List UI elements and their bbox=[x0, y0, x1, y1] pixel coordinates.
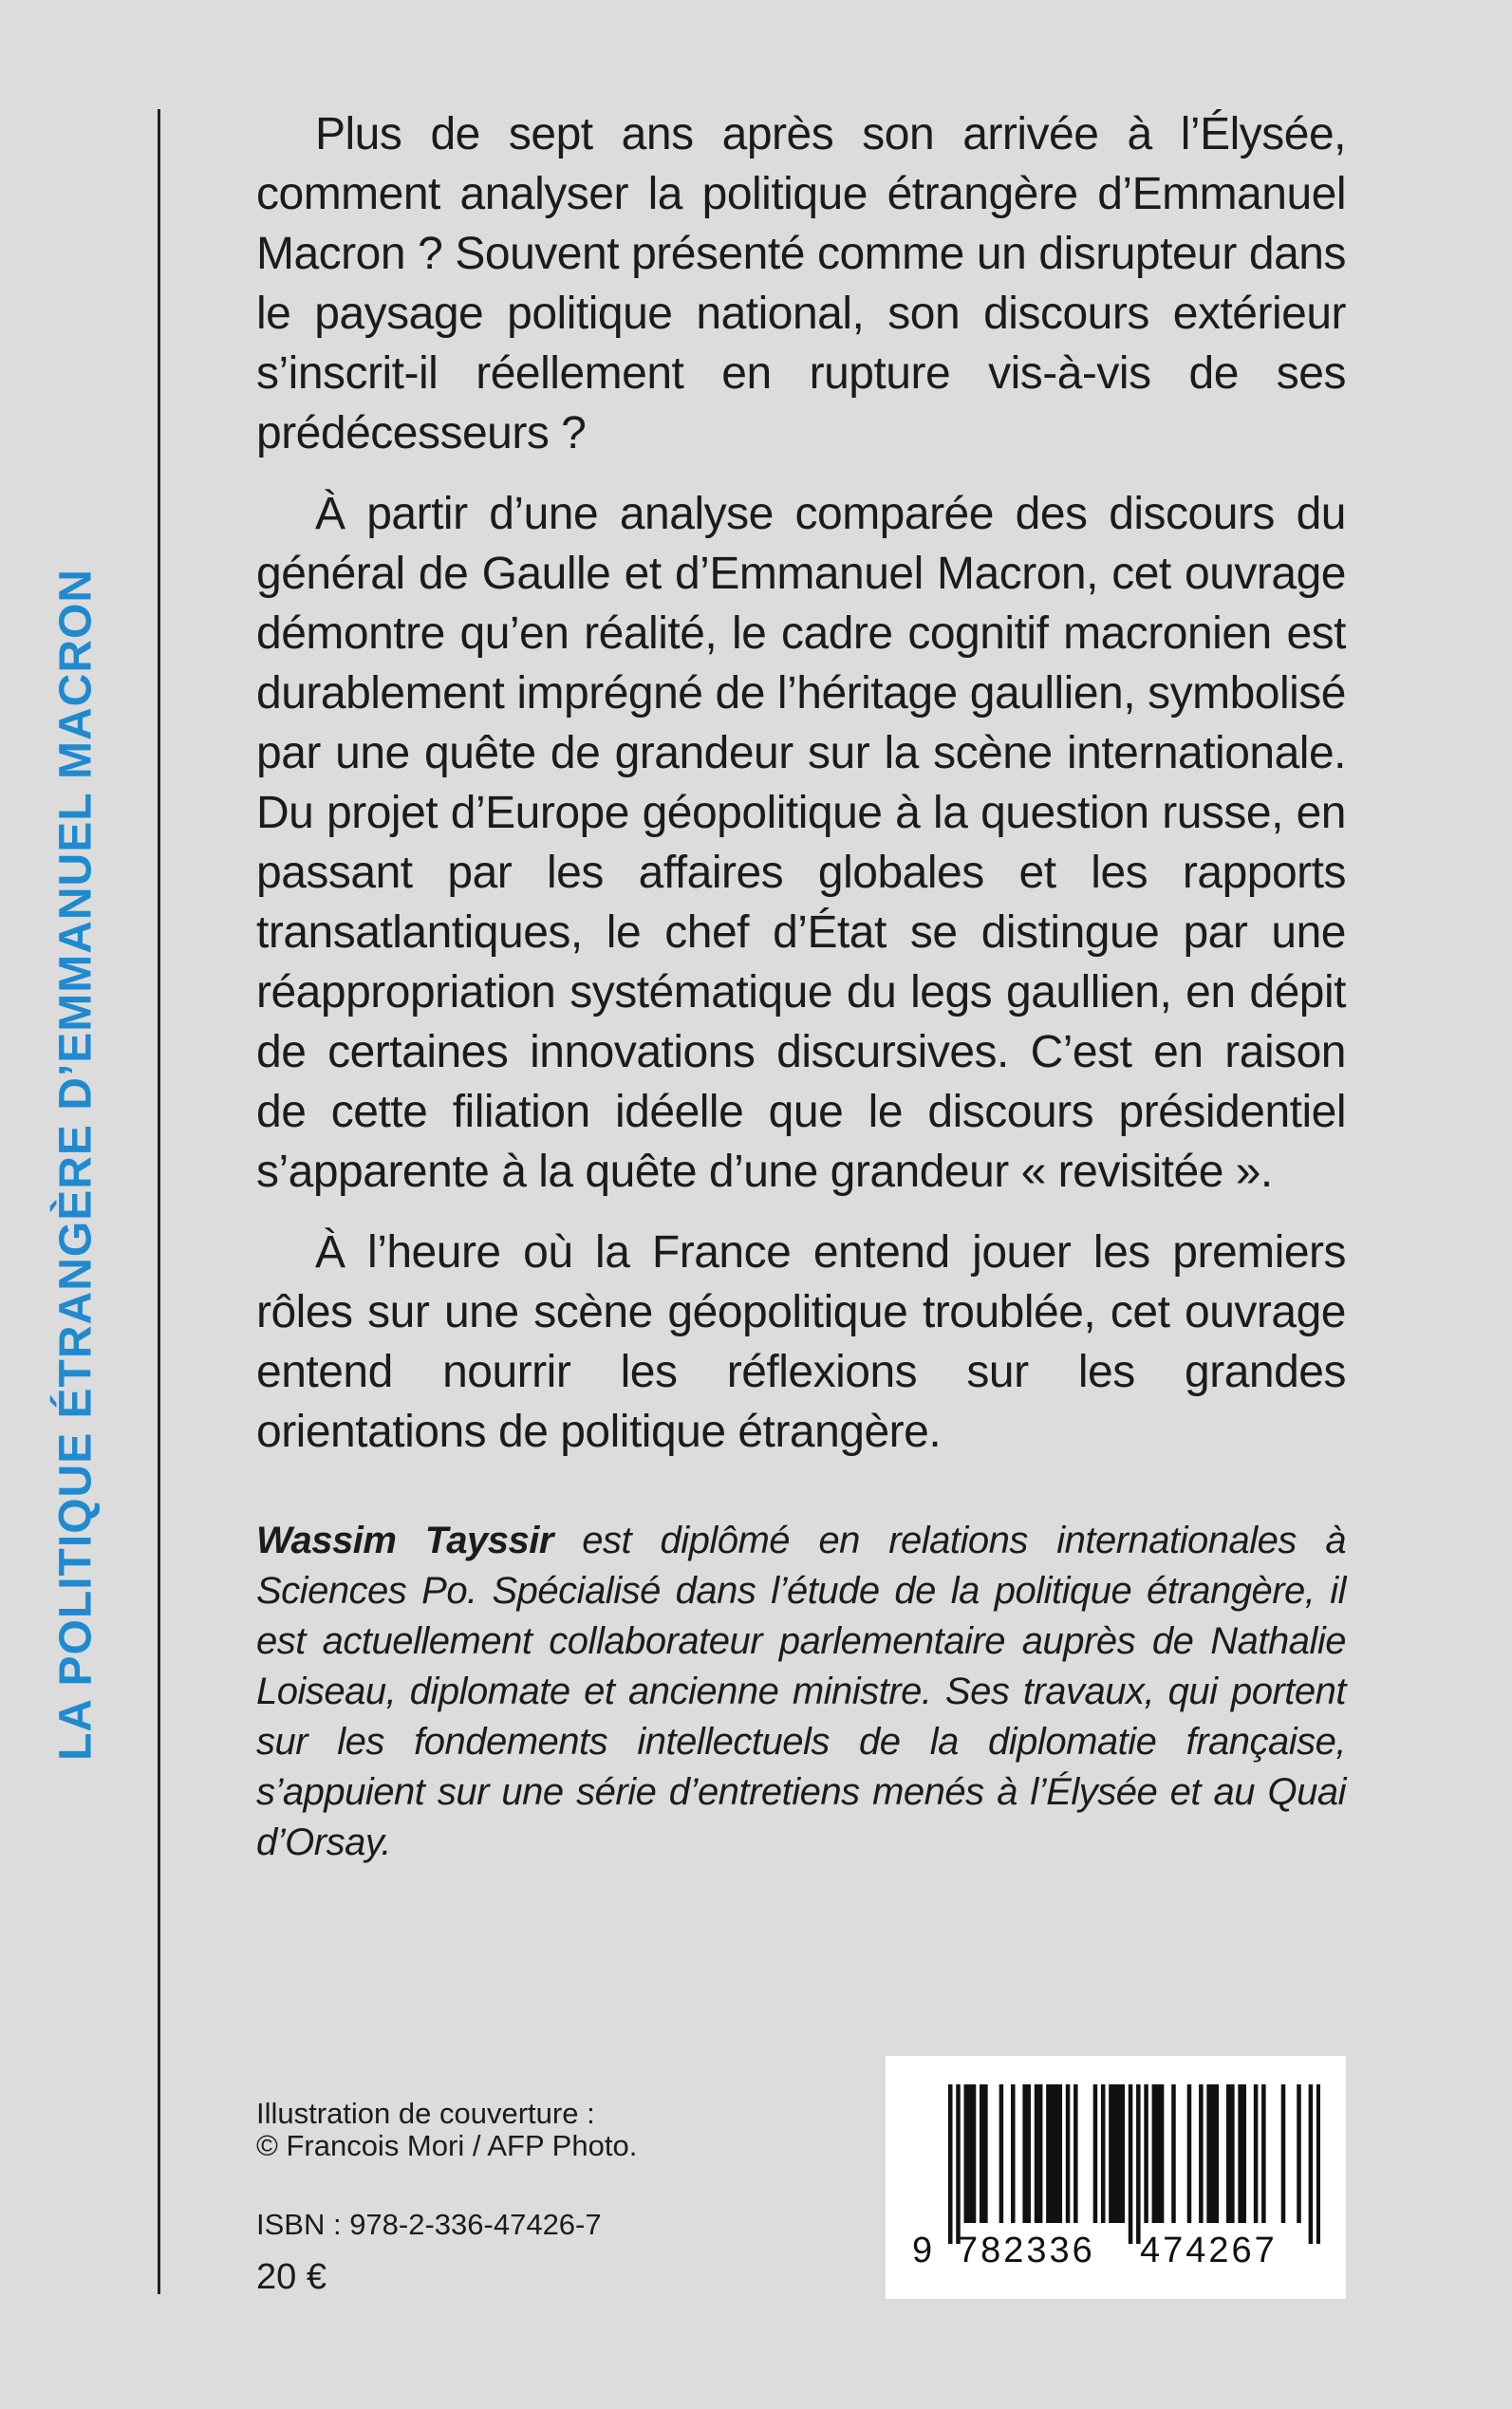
barcode-bar bbox=[1309, 2084, 1314, 2244]
barcode-bar bbox=[1261, 2084, 1266, 2223]
barcode-bar bbox=[1116, 2084, 1121, 2223]
barcode-group-1: 782336 bbox=[958, 2231, 1095, 2270]
barcode-bar bbox=[1101, 2084, 1106, 2223]
barcode-bar bbox=[1022, 2084, 1027, 2223]
barcode-bar bbox=[1054, 2084, 1058, 2223]
vertical-divider bbox=[158, 109, 160, 2294]
blurb-paragraph-2: À partir d’une analyse comparée des discours du général de Gaulle et d’Emmanuel Macron, cet ouvrage démontre qu’en réalité, le cadre cognitif macronien est durablement imprégné de l’héritage gaullien, symbolisé par une quête de grandeur sur la scène internationale. Du projet d’Europe géopolitique à la question russe, en passant par les affaires globales et les rapports transatlantiques, le chef d’État se distingue par une réappropriation systématique du legs gaullien, en dépit de certaines innovations discursives. C’est en raison de cette filiation idéelle que le discours présidentiel s’apparente à la quête d’une grandeur « revisitée ». bbox=[256, 489, 1346, 1197]
barcode-bar bbox=[1281, 2084, 1286, 2223]
barcode-bar bbox=[1121, 2084, 1126, 2223]
isbn: ISBN : 978-2-336-47426-7 bbox=[256, 2208, 602, 2241]
barcode-bar bbox=[1038, 2084, 1043, 2223]
blurb-paragraph-3: À l’heure où la France entend jouer les premiers rôles sur une scène géopolitique troublée, cet ouvrage entend nourrir les réflexions sur les grandes orientations de politique étrangère. bbox=[256, 1227, 1346, 1457]
barcode-bar bbox=[1226, 2084, 1231, 2223]
barcode-bar bbox=[1238, 2084, 1242, 2223]
barcode bbox=[886, 2056, 1346, 2299]
barcode-bar bbox=[1073, 2084, 1078, 2223]
barcode-bar bbox=[1152, 2084, 1157, 2223]
barcode-bar bbox=[1027, 2084, 1032, 2223]
barcode-bar bbox=[1254, 2084, 1259, 2223]
barcode-bar bbox=[1171, 2084, 1176, 2223]
price: 20 € bbox=[256, 2257, 327, 2297]
barcode-bar bbox=[972, 2084, 977, 2223]
barcode-group-2: 474267 bbox=[1140, 2231, 1278, 2270]
blurb-paragraph-1: Plus de sept ans après son arrivée à l’Élysée, comment analyser la politique étrangère d’Emmanuel Macron ? Souvent présenté comme un disrupteur dans le paysage politique national, son discours extérieur s’inscrit-il réellement en rupture vis-à-vis de ses prédécesseurs ? bbox=[256, 109, 1346, 458]
barcode-bar bbox=[1230, 2084, 1235, 2223]
barcode-bar bbox=[1093, 2084, 1098, 2223]
barcode-lead-digit: 9 bbox=[912, 2231, 936, 2270]
cover-credits-line1: Illustration de couverture : bbox=[256, 2097, 595, 2130]
barcode-bar bbox=[1136, 2084, 1141, 2244]
barcode-bar bbox=[1112, 2084, 1117, 2223]
barcode-bar bbox=[1160, 2084, 1165, 2223]
barcode-bar bbox=[980, 2084, 984, 2223]
barcode-bar bbox=[1050, 2084, 1055, 2223]
barcode-bar bbox=[964, 2084, 969, 2223]
barcode-bar bbox=[1156, 2084, 1161, 2223]
barcode-bar bbox=[1210, 2084, 1215, 2223]
barcode-bars bbox=[912, 2084, 1320, 2244]
barcode-bar bbox=[1297, 2084, 1301, 2223]
barcode-bar bbox=[1215, 2084, 1220, 2223]
barcode-bar bbox=[1109, 2084, 1113, 2223]
author-name: Wassim Tayssir bbox=[256, 1520, 553, 1561]
barcode-bar bbox=[1316, 2084, 1320, 2244]
barcode-bar bbox=[1058, 2084, 1063, 2223]
barcode-bar bbox=[999, 2084, 1004, 2223]
spine-title-text: LA POLITIQUE ÉTRANGÈRE D’EMMANUEL MACRON bbox=[50, 568, 102, 1762]
cover-credits bbox=[256, 2098, 637, 2162]
barcode-bar bbox=[1046, 2084, 1051, 2223]
author-bio bbox=[256, 1516, 1346, 1868]
barcode-bar bbox=[956, 2084, 961, 2244]
barcode-bar bbox=[1241, 2084, 1246, 2223]
barcode-bar bbox=[968, 2084, 973, 2223]
barcode-bar bbox=[1129, 2084, 1133, 2244]
barcode-bar bbox=[1199, 2084, 1204, 2223]
barcode-bar bbox=[1011, 2084, 1016, 2223]
barcode-bar bbox=[1035, 2084, 1039, 2223]
barcode-bar bbox=[1066, 2084, 1071, 2223]
blurb bbox=[256, 104, 1346, 1483]
barcode-bar bbox=[948, 2084, 953, 2244]
barcode-bar bbox=[1206, 2084, 1211, 2223]
barcode-bar bbox=[1144, 2084, 1148, 2223]
barcode-bar bbox=[1187, 2084, 1192, 2223]
cover-credits-line2: © Francois Mori / AFP Photo. bbox=[256, 2129, 638, 2162]
barcode-bar bbox=[983, 2084, 988, 2223]
author-bio-text: est diplômé en relations internationales à Sciences Po. Spécialisé dans l’étude de la politique étrangère, il est actuellement collaborateur parlementaire auprès de Nathalie Loiseau, diplomate et ancienne ministre. Ses travaux, qui portent sur les fondements intellectuels de la diplomatie française, s’appuient sur une série d’entretiens menés à l’Élysée et au Quai d’Orsay. bbox=[256, 1520, 1346, 1863]
